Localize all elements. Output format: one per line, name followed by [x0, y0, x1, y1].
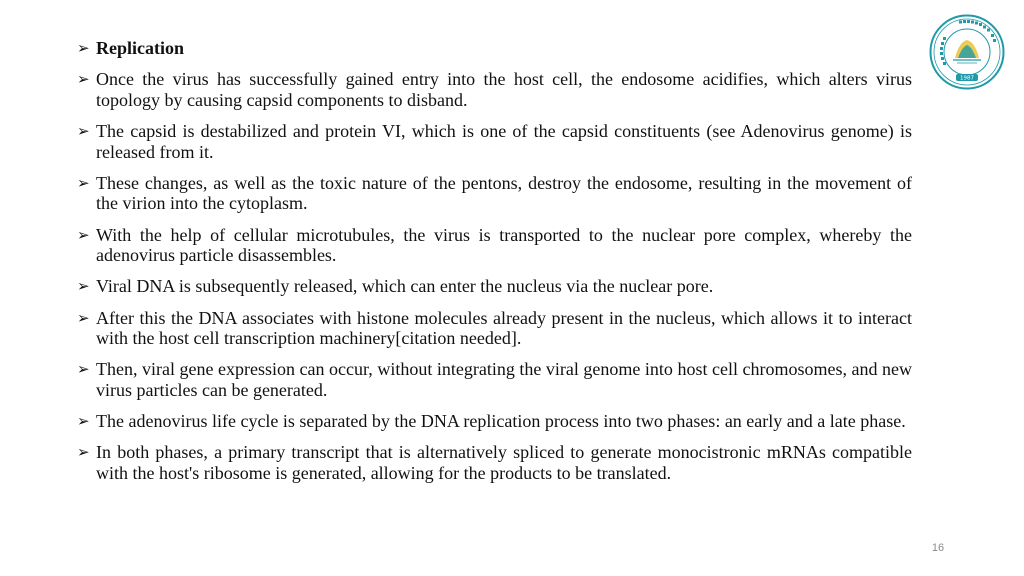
bullet-item	[76, 308, 912, 349]
bullet-item-heading	[76, 38, 912, 59]
arrow-bullet-icon: ➢	[77, 225, 90, 244]
arrow-bullet-icon: ➢	[77, 173, 90, 192]
heading-text: Replication	[96, 38, 184, 58]
bullet-item	[76, 411, 912, 432]
bullet-item	[76, 359, 912, 400]
arrow-bullet-icon: ➢	[77, 360, 90, 379]
bullet-item	[76, 442, 912, 483]
arrow-bullet-icon: ➢	[77, 443, 90, 462]
arrow-bullet-icon: ➢	[77, 70, 90, 89]
page-number: 16	[931, 542, 945, 554]
arrow-bullet-icon: ➢	[77, 412, 90, 431]
university-seal-icon	[929, 14, 1005, 90]
arrow-bullet-icon: ➢	[77, 277, 90, 296]
bullet-item	[76, 173, 912, 214]
bullet-text: Once the virus has successfully gained entry into the host cell, the endosome acidifies, which alters virus topology by causing capsid components to disband.	[96, 69, 912, 110]
bullet-list	[76, 38, 912, 494]
bullet-item	[76, 121, 912, 162]
bullet-text: After this the DNA associates with histone molecules already present in the nucleus, which allows it to interact with the host cell transcription machinery[citation needed].	[96, 307, 912, 349]
arrow-bullet-icon: ➢	[77, 121, 90, 140]
logo-year: 1987	[960, 75, 974, 82]
bullet-text: Then, viral gene expression can occur, without integrating the viral genome into host cell chromosomes, and new virus particles can be generated.	[96, 359, 912, 400]
bullet-item	[76, 69, 912, 110]
bullet-text: The capsid is destabilized and protein VI, which is one of the capsid constituents (see Adenovirus genome) is released from it.	[96, 120, 912, 162]
arrow-bullet-icon: ➢	[77, 39, 90, 57]
bullet-text: These changes, as well as the toxic nature of the pentons, destroy the endosome, resulting in the movement of the virion into the cytoplasm.	[96, 172, 912, 214]
bullet-item	[76, 276, 912, 297]
bullet-text: The adenovirus life cycle is separated by the DNA replication process into two phases: an early and a late phase.	[96, 411, 906, 432]
arrow-bullet-icon: ➢	[77, 308, 90, 327]
bullet-text: With the help of cellular microtubules, the virus is transported to the nuclear pore complex, whereby the adenovirus particle disassembles.	[96, 224, 912, 266]
bullet-text: In both phases, a primary transcript that is alternatively spliced to generate monocistronic mRNAs compatible with the host's ribosome is generated, allowing for the products to be translated.	[96, 442, 912, 483]
bullet-item	[76, 225, 912, 266]
bullet-text: Viral DNA is subsequently released, which can enter the nucleus via the nuclear pore.	[96, 276, 714, 297]
